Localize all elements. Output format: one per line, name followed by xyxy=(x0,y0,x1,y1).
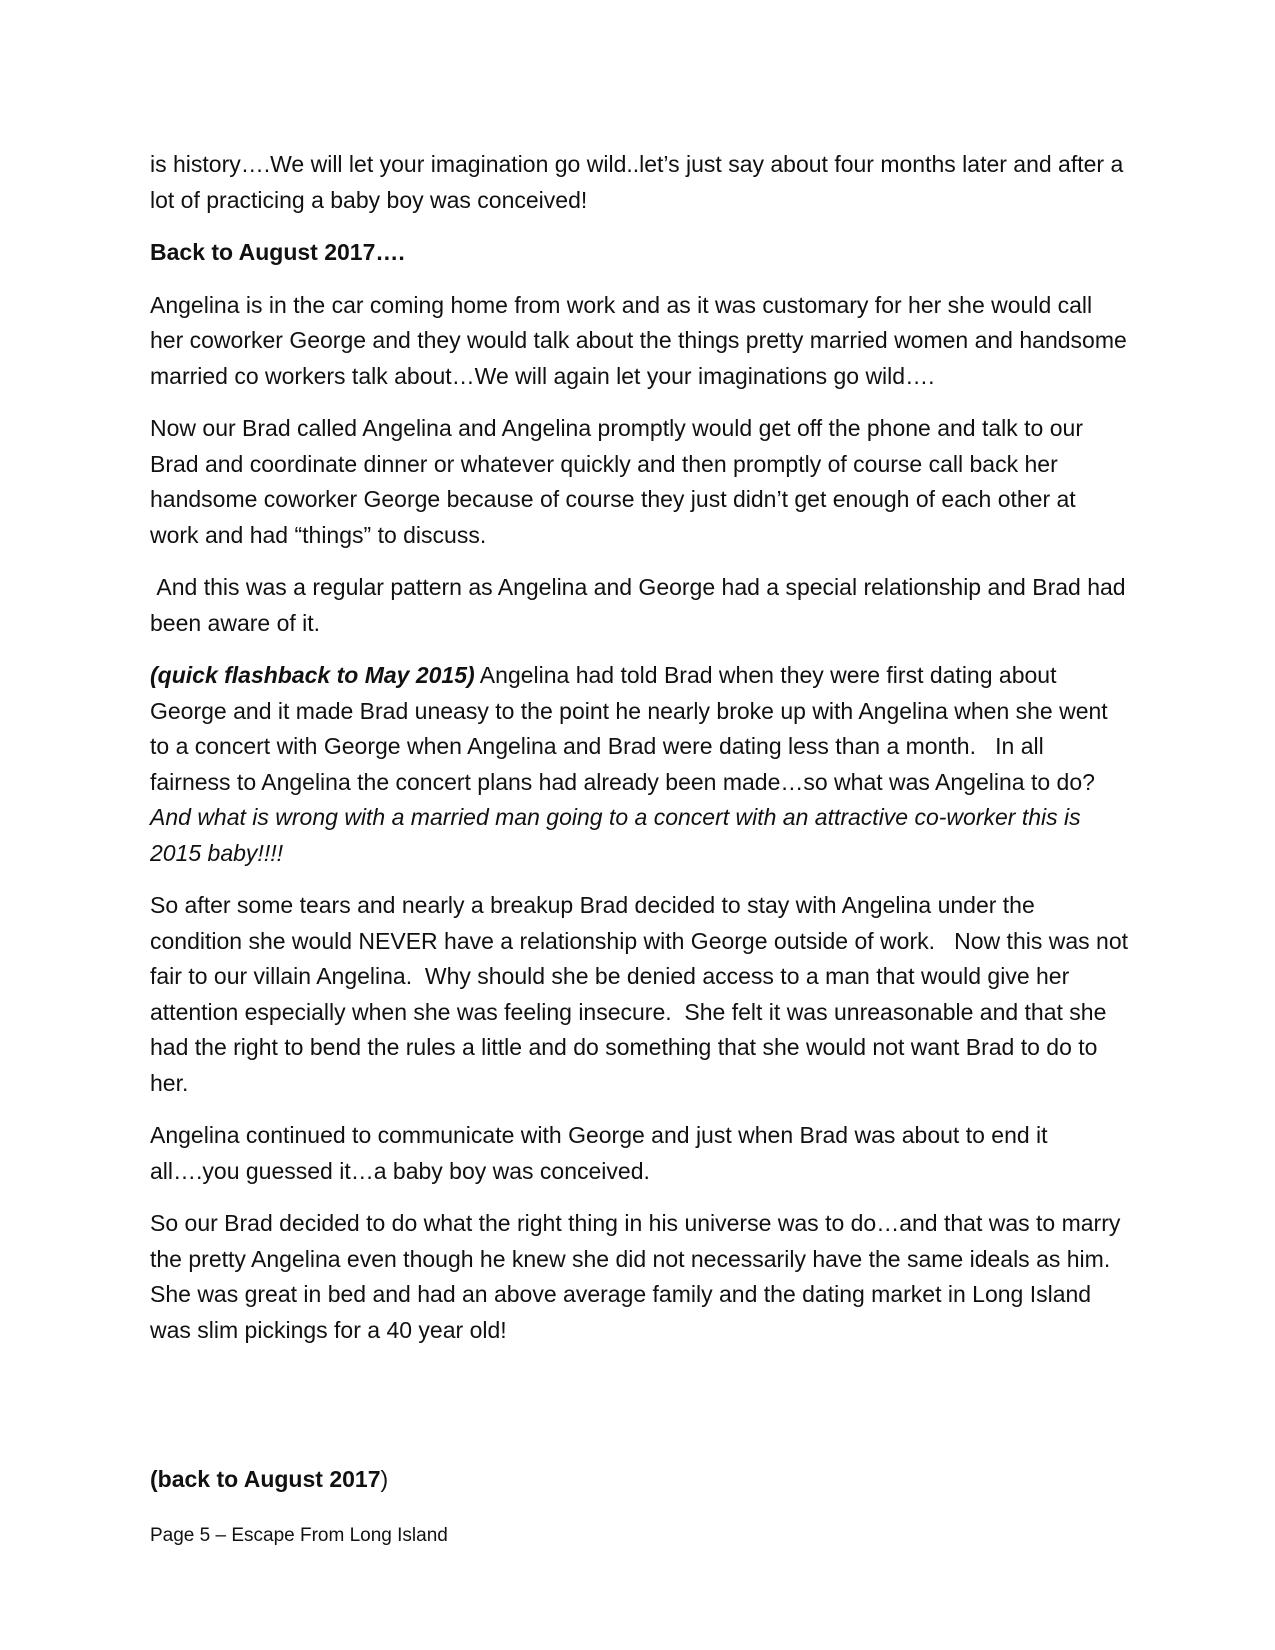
paragraph-5-italic: And what is wrong with a married man going to a concert with an attractive co-worker this is 2015 baby!!!! xyxy=(150,804,1088,866)
paragraph-6: So after some tears and nearly a breakup Brad decided to stay with Angelina under the condition she would NEVER have a relationship with George outside of work. Now this was not fair to our villain Angelina. Why should she be denied access to a man that would give her attention especially when she was feeling insecure. She felt it was unreasonable and that she had the right to bend the rules a little and do something that she would not want Brad to do to her. xyxy=(150,892,1135,1096)
document-body xyxy=(150,147,1135,1365)
paragraph-4: And this was a regular pattern as Angelina and George had a special relationship and Brad had been aware of it. xyxy=(150,574,1132,636)
paragraph-2: Angelina is in the car coming home from work and as it was customary for her she would call her coworker George and they would talk about the things pretty married women and handsome married co workers talk about…We will again let your imaginations go wild…. xyxy=(150,291,1127,389)
paragraph-3: Now our Brad called Angelina and Angelina promptly would get off the phone and talk to our Brad and coordinate dinner or whatever quickly and then promptly of course call back her handsome coworker George because of course they just didn’t get enough of each other at work and had “things” to discuss. xyxy=(150,415,1083,548)
back-to-august-note xyxy=(150,1462,388,1497)
paragraph-8: So our Brad decided to do what the right thing in his universe was to do…and that was to marry the pretty Angelina even though he knew she did not necessarily have the same ideals as him. She was great in bed and had an above average family and the dating market in Long Island was slim pickings for a 40 year old! xyxy=(150,1210,1130,1343)
paragraph-5 xyxy=(150,658,1130,871)
back-note-bold: (back to August 2017 xyxy=(150,1466,381,1492)
page-footer: Page 5 – Escape From Long Island xyxy=(150,1525,448,1546)
section-heading: Back to August 2017…. xyxy=(150,239,405,265)
paragraph-5-body: Angelina had told Brad when they were first dating about George and it made Brad uneasy to the point he nearly broke up with Angelina when she went to a concert with George when Angelina and Brad were dating less than a month. In all fairness to Angelina the concert plans had already been made…so what was Angelina to do? xyxy=(150,662,1115,795)
flashback-label: (quick flashback to May 2015) xyxy=(150,662,475,688)
back-note-tail: ) xyxy=(380,1466,389,1492)
paragraph-7: Angelina continued to communicate with George and just when Brad was about to end it all….you guessed it…a baby boy was conceived. xyxy=(150,1122,1048,1184)
paragraph-1: is history….We will let your imagination go wild..let’s just say about four months later and after a lot of practicing a baby boy was conceived! xyxy=(150,151,1124,213)
